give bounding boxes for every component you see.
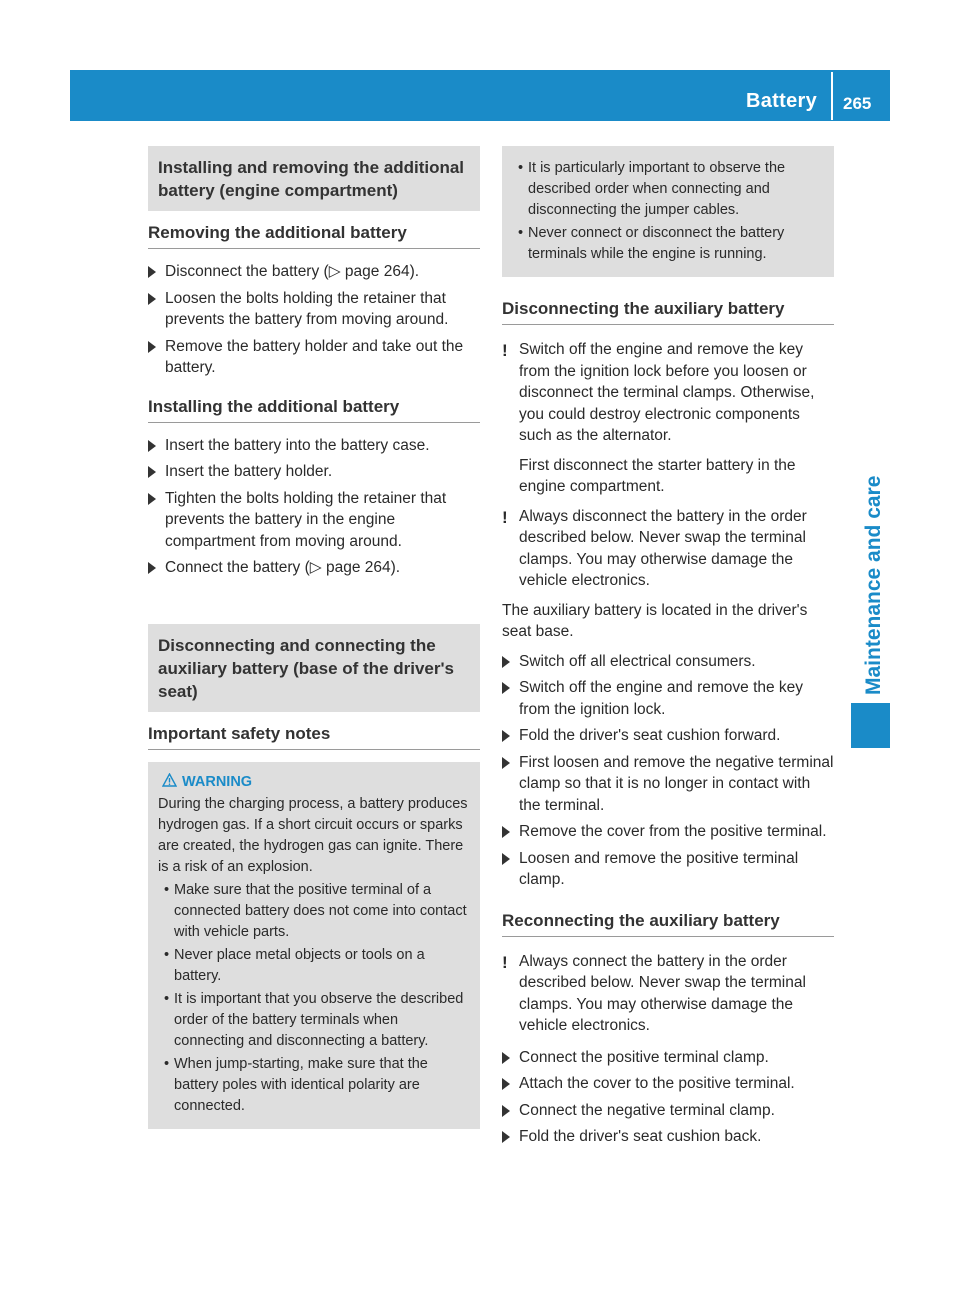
step-text: Connect the battery (▷ page 264). — [165, 559, 401, 576]
step-item — [502, 848, 834, 891]
step-arrow-icon — [502, 1052, 510, 1064]
step-item — [502, 1126, 834, 1148]
step-text: Switch off the engine and remove the key from the ignition lock. — [519, 679, 804, 718]
step-text: Switch off all electrical consumers. — [519, 652, 756, 670]
step-arrow-icon — [502, 853, 510, 865]
note-text: Always disconnect the battery in the order described below. Never swap the terminal clamps. You may otherwise damage the vehicle electronics. — [519, 507, 807, 589]
step-item — [502, 752, 834, 817]
step-item — [148, 336, 480, 379]
location-text: The auxiliary battery is located in the driver's seat base. — [502, 601, 808, 640]
warning-bullet: • It is particularly important to observe the described order when connecting and disconnecting the jumper cables. — [512, 158, 826, 221]
warning-triangle-icon — [162, 773, 177, 787]
note-text: Always connect the battery in the order described below. Never swap the terminal clamps. You may otherwise damage the vehicle electronics. — [519, 952, 806, 1034]
step-arrow-icon — [502, 757, 510, 769]
step-arrow-icon — [502, 1131, 510, 1143]
step-text: Disconnect the battery (▷ page 264). — [165, 263, 420, 280]
step-item — [502, 1100, 834, 1122]
step-item — [148, 435, 480, 457]
warning-bullet: • Never place metal objects or tools on a battery. — [158, 945, 472, 987]
exclamation-icon: ! — [502, 507, 508, 527]
page-title: Battery — [746, 90, 818, 112]
section-title-auxiliary: Disconnecting and connecting the auxiliary battery (base of the driver's seat) — [148, 624, 480, 712]
heading-installing: Installing the additional battery — [148, 397, 480, 423]
warning-box-continued — [502, 146, 834, 277]
left-column — [148, 146, 480, 1129]
step-arrow-icon — [148, 266, 156, 278]
heading-safety-notes: Important safety notes — [148, 724, 480, 750]
step-arrow-icon — [148, 293, 156, 305]
caution-note — [502, 506, 834, 592]
note-continuation: First disconnect the starter battery in the engine compartment. — [519, 456, 796, 495]
step-arrow-icon — [502, 656, 510, 668]
step-item — [502, 1073, 834, 1095]
step-text: Insert the battery into the battery case. — [165, 436, 430, 454]
step-item — [148, 261, 480, 283]
step-item — [502, 651, 834, 673]
warning-text: During the charging process, a battery produces hydrogen gas. If a short circuit occurs or sparks are created, the hydrogen gas can ignite. There is a risk of an explosion. — [158, 795, 468, 875]
warning-bullet: • Make sure that the positive terminal of a connected battery does not come into contact with vehicle parts. — [158, 880, 472, 943]
step-arrow-icon — [148, 466, 156, 478]
chapter-tab-marker — [851, 703, 890, 748]
step-text: Remove the cover from the positive terminal. — [519, 823, 827, 840]
step-text: Insert the battery holder. — [165, 463, 333, 480]
step-item — [502, 725, 834, 747]
step-item — [148, 288, 480, 331]
step-arrow-icon — [502, 826, 510, 838]
warning-title — [158, 772, 472, 793]
step-item — [148, 557, 480, 579]
right-column — [502, 146, 834, 1153]
section-title-installing: Installing and removing the additional battery (engine compartment) — [148, 146, 480, 211]
step-arrow-icon — [148, 562, 156, 574]
step-arrow-icon — [148, 493, 156, 505]
step-arrow-icon — [502, 682, 510, 694]
step-item — [148, 488, 480, 553]
step-item — [502, 821, 834, 843]
heading-reconnecting: Reconnecting the auxiliary battery — [502, 911, 834, 937]
step-item — [502, 1047, 834, 1069]
step-arrow-icon — [148, 440, 156, 452]
step-text: Connect the negative terminal clamp. — [519, 1101, 775, 1119]
warning-bullet: • Never connect or disconnect the battery terminals while the engine is running. — [512, 223, 826, 265]
page-number: 265 — [843, 94, 872, 113]
caution-note — [502, 339, 834, 447]
warning-bullet: • When jump-starting, make sure that the battery poles with identical polarity are connected. — [158, 1054, 472, 1117]
step-text: Connect the positive terminal clamp. — [519, 1048, 769, 1066]
step-text: Fold the driver's seat cushion forward. — [519, 727, 781, 744]
step-text: Attach the cover to the positive terminal. — [519, 1075, 795, 1092]
step-item — [148, 461, 480, 483]
step-text: First loosen and remove the negative terminal clamp so that it is no longer in contact with the terminal. — [519, 753, 834, 814]
heading-disconnecting: Disconnecting the auxiliary battery — [502, 299, 834, 325]
header-divider — [831, 72, 833, 120]
step-arrow-icon — [502, 1105, 510, 1117]
step-text: Tighten the bolts holding the retainer that prevents the battery in the engine compartment from moving around. — [165, 489, 447, 550]
step-arrow-icon — [148, 341, 156, 353]
heading-removing: Removing the additional battery — [148, 223, 480, 249]
warning-bullet: • It is important that you observe the described order of the battery terminals when connecting and disconnecting a battery. — [158, 989, 472, 1052]
warning-box — [148, 762, 480, 1129]
exclamation-icon: ! — [502, 952, 508, 972]
chapter-tab-label: Maintenance and care — [862, 475, 885, 695]
step-text: Remove the battery holder and take out the battery. — [165, 337, 464, 376]
step-arrow-icon — [502, 1078, 510, 1090]
exclamation-icon: ! — [502, 341, 508, 360]
note-text: Switch off the engine and remove the key from the ignition lock before you loosen or disconnect the terminal clamps. Otherwise, you could destroy electronic components such as the alternator. — [519, 341, 815, 444]
warning-title-text: WARNING — [182, 773, 253, 790]
step-item — [502, 677, 834, 720]
step-text: Fold the driver's seat cushion back. — [519, 1128, 762, 1145]
step-arrow-icon — [502, 730, 510, 742]
caution-note — [502, 951, 834, 1037]
step-text: Loosen the bolts holding the retainer that prevents the battery from moving around. — [165, 289, 449, 328]
step-text: Loosen and remove the positive terminal clamp. — [519, 849, 799, 888]
